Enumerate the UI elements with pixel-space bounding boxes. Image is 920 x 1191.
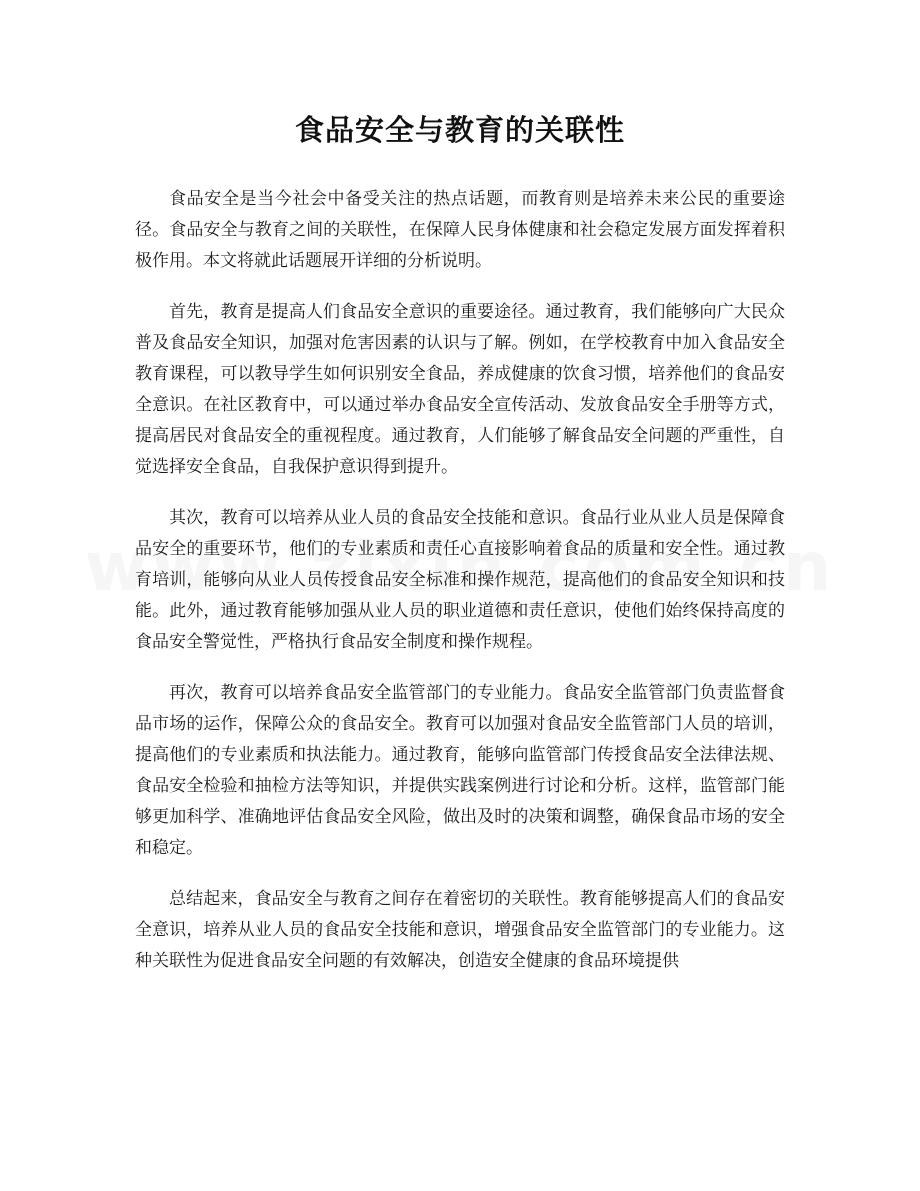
- paragraph-third: 再次，教育可以培养食品安全监管部门的专业能力。食品安全监管部门负责监督食品市场的运作，保障公众的食品安全。教育可以加强对食品安全监管部门人员的培训，提高他们的专业素质和执法能力。通过教育，能够向监管部门传授食品安全法律法规、食品安全检验和抽检方法等知识，并提供实践案例进行讨论和分析。这样，监管部门能够更加科学、准确地评估食品安全风险，做出及时的决策和调整，确保食品市场的安全和稳定。: [135, 683, 785, 858]
- paragraph-intro: 食品安全是当今社会中备受关注的热点话题，而教育则是培养未来公民的重要途径。食品安全与教育之间的关联性，在保障人民身体健康和社会稳定发展方面发挥着积极作用。本文将就此话题展开详细的分析说明。: [135, 189, 785, 271]
- document-body: [135, 184, 785, 997]
- document-title: 食品安全与教育的关联性: [294, 113, 625, 147]
- paragraph-second: 其次，教育可以培养从业人员的食品安全技能和意识。食品行业从业人员是保障食品安全的重要环节，他们的专业素质和责任心直接影响着食品的质量和安全性。通过教育培训，能够向从业人员传授食品安全标准和操作规范，提高他们的食品安全知识和技能。此外，通过教育能够加强从业人员的职业道德和责任意识，使他们始终保持高度的食品安全警觉性，严格执行食品安全制度和操作规程。: [135, 508, 785, 652]
- paragraph-summary: 总结起来，食品安全与教育之间存在着密切的关联性。教育能够提高人们的食品安全意识，培养从业人员的食品安全技能和意识，增强食品安全监管部门的专业能力。这种关联性为促进食品安全问题的有效解决，创造安全健康的食品环境提供: [135, 889, 785, 971]
- paragraph-first: 首先，教育是提高人们食品安全意识的重要途径。通过教育，我们能够向广大民众普及食品安全知识，加强对危害因素的认识与了解。例如，在学校教育中加入食品安全教育课程，可以教导学生如何识别安全食品，养成健康的饮食习惯，培养他们的食品安全意识。在社区教育中，可以通过举办食品安全宣传活动、发放食品安全手册等方式，提高居民对食品安全的重视程度。通过教育，人们能够了解食品安全问题的严重性，自觉选择安全食品，自我保护意识得到提升。: [135, 302, 785, 477]
